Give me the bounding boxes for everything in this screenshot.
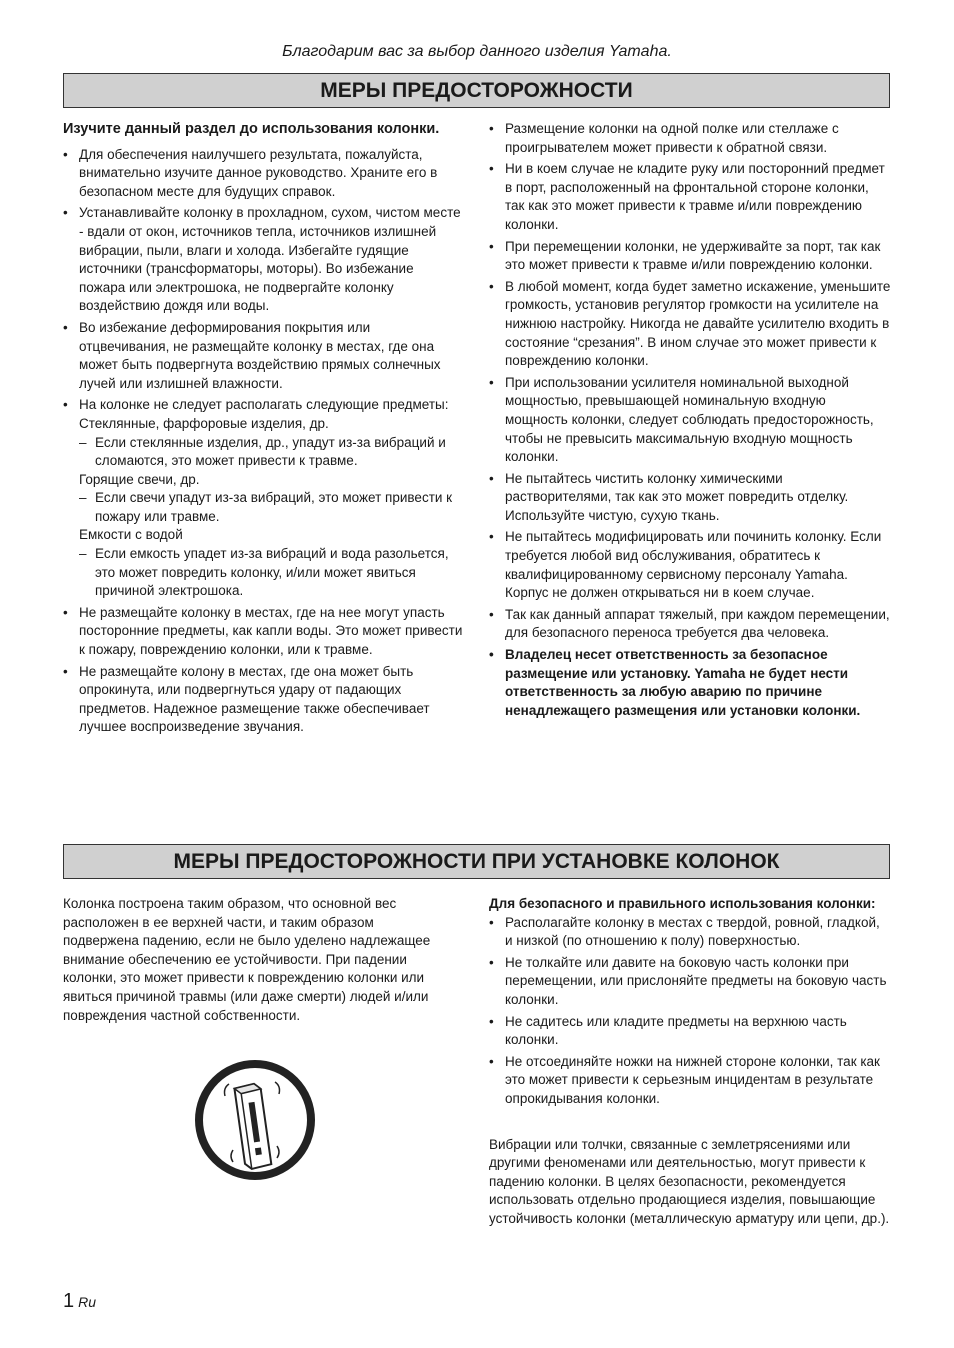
candles-label: Горящие свечи, др. <box>79 471 200 487</box>
list-item: • Во избежание деформирования покрытия или отцвечивания, не размещайте колонку в местах, где она может быть подвергнута воздействию прямых солнечных лучей или излишней влажности. <box>63 319 463 393</box>
installation-right-list <box>489 914 891 1109</box>
installation-right-column <box>489 895 891 1229</box>
owner-responsibility-item: • Владелец несет ответственность за безопасное размещение или установку. Yamaha не будет нести ответственность за любую аварию по причине ненадлежащего размещения или установки колонки. <box>489 646 891 720</box>
list-item: • Не толкайте или давите на боковую часть колонки при перемещении, или прислоняйте предметы на боковую часть колонки. <box>489 954 891 1010</box>
list-item: • При перемещении колонки, не удерживайте за порт, так как это может привести к травме и/или повреждению колонки. <box>489 238 891 275</box>
section-title-precautions: МЕРЫ ПРЕДОСТОРОЖНОСТИ <box>63 73 890 108</box>
page-language: Ru <box>78 1294 97 1310</box>
list-item: • Не садитесь или кладите предметы на верхнюю часть колонки. <box>489 1013 891 1050</box>
list-item: • Не пытайтесь чистить колонку химическими растворителями, так как это может повредить отделку. Используйте чистую, сухую ткань. <box>489 470 891 526</box>
precautions-heading: Изучите данный раздел до использования колонки. <box>63 121 440 137</box>
list-item: • Не отсоединяйте ножки на нижней стороне колонки, так как это может привести к серьезным инцидентам в результате опрокидывания колонки. <box>489 1053 891 1109</box>
list-item: • Для обеспечения наилучшего результата, пожалуйста, внимательно изучите данное руководство. Храните его в безопасном месте для будущих справок. <box>63 146 463 202</box>
list-item: • Устанавливайте колонку в прохладном, сухом, чистом месте - вдали от окон, источников тепла, источников излишней вибрации, пыли, влаги и холода. Избегайте гудящие источники (трансформаторы, моторы). Во избежание пожара или электрошока, не подвергайте колонку воздействию дождя или воды. <box>63 204 463 316</box>
list-item: • Размещение колонки на одной полке или стеллаже с проигрывателем может привести к обратной связи. <box>489 120 891 157</box>
installation-intro-paragraph: Колонка построена таким образом, что основной вес расположен в ее верхней части, и таким образом подвержена падению, если не было уделено надлежащее внимание обеспечению ее устойчивости. При падении колонки, это может привести к повреждению колонки или явиться причиной травмы (или даже смерти) людей и/или повреждения частной собственности. <box>63 896 431 1023</box>
objects-intro: • На колонке не следует располагать следующие предметы: <box>79 397 449 413</box>
precautions-right-column <box>489 120 891 723</box>
list-item: • Ни в коем случае не кладите руку или посторонний предмет в порт, расположенный на фронтальной стороне колонки, так как это может привести к травме и/или повреждению колонки. <box>489 160 891 234</box>
list-item: • Не размещайте колонку в местах, где на нее могут упасть посторонние предметы, как капли воды. Это может привести к пожару, повреждению колонки, или к травме. <box>63 604 463 660</box>
section-title-installation: МЕРЫ ПРЕДОСТОРОЖНОСТИ ПРИ УСТАНОВКЕ КОЛОНОК <box>63 844 890 879</box>
water-label: Емкости с водой <box>79 527 183 543</box>
tagline: Благодарим вас за выбор данного изделия Yamaha. <box>282 43 672 60</box>
list-item: • В любой момент, когда будет заметно искажение, уменьшите громкость, установив регулятор громкости на усилителе на нижнюю настройку. Никогда не давайте усилителю входить в состояние “срезания”. В ином случае это может привести к повреждению колонки. <box>489 278 891 371</box>
candles-note: – Если свечи упадут из-за вибраций, это может привести к пожару или травме. <box>79 489 463 526</box>
installation-left-column <box>63 895 453 1025</box>
list-item: • При использовании усилителя номинальной выходной мощностью, превышающей номинальную входную мощность колонки, следует соблюдать предосторожность, чтобы не превысить максимальную входную мощность колонки. <box>489 374 891 467</box>
precautions-right-list <box>489 120 891 720</box>
glass-note: – Если стеклянные изделия, др., упадут из-за вибраций и сломаются, это может привести к травме. <box>79 434 463 471</box>
tipping-speaker-warning-icon <box>193 1058 317 1182</box>
page-footer <box>63 1290 96 1313</box>
precautions-left-list <box>63 146 463 737</box>
earthquake-paragraph: Вибрации или толчки, связанные с землетрясениями или другими феноменами или деятельностью, могут привести к падению колонки. В целях безопасности, рекомендуется использовать отдельно продающиеся изделия, повышающие устойчивость колонки (металлическую арматуру или цепи, др.). <box>489 1136 890 1226</box>
list-item: • Располагайте колонку в местах с твердой, ровной, гладкой, и низкой (по отношению к полу) поверхностью. <box>489 914 891 951</box>
installation-heading: Для безопасного и правильного использования колонки: <box>489 896 876 911</box>
list-item: • Не пытайтесь модифицировать или починить колонку. Если требуется любой вид обслуживания, обратитесь к квалифицированному сервисному персоналу Yamaha. Корпус не должен открываться ни в коем случае. <box>489 528 891 602</box>
objects-list-item <box>63 396 463 601</box>
list-item: • Не размещайте колону в местах, где она может быть опрокинута, или подвергнуться удару от падающих предметов. Надежное размещение также обеспечивает лучшее воспроизведение звучания. <box>63 663 463 737</box>
precautions-left-column <box>63 120 463 740</box>
water-note: – Если емкость упадет из-за вибраций и вода разольется, это может повредить колонку, и/или может явиться причиной электрошока. <box>79 545 463 601</box>
glass-label: Стеклянные, фарфоровые изделия, др. <box>79 415 329 431</box>
page-number: 1 <box>63 1290 75 1312</box>
list-item: • Так как данный аппарат тяжелый, при каждом перемещении, для безопасного переноса требуется два человека. <box>489 606 891 643</box>
